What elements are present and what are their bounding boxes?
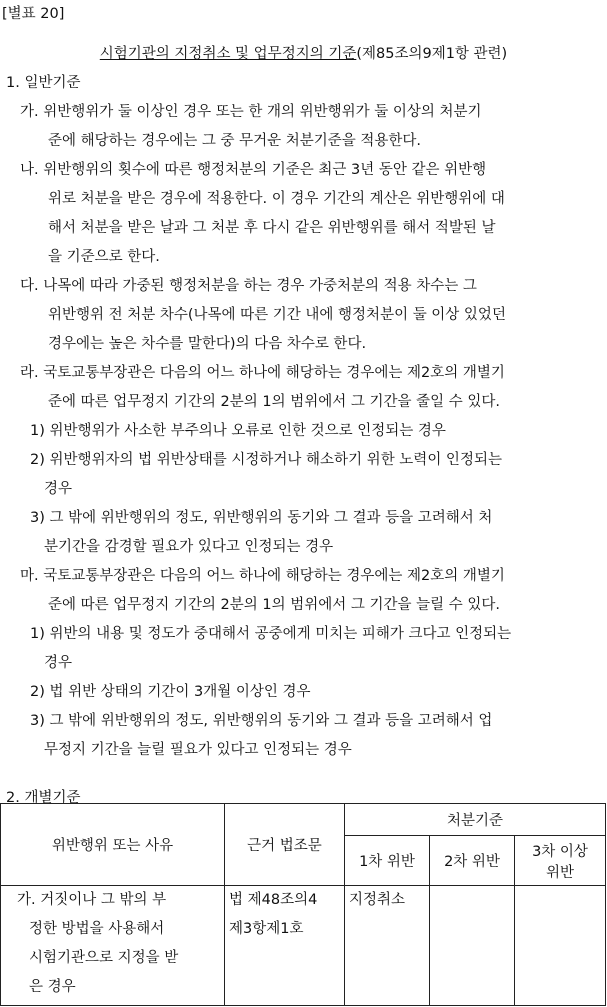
header-1st-violation: 1차 위반 [345, 836, 430, 886]
item-ma-line2: 준에 따른 업무정지 기간의 2분의 1의 범위에서 그 기간을 늘릴 수 있다. [48, 597, 500, 613]
item-ma-1-line1: 1) 위반의 내용 및 정도가 중대해서 공중에게 미치는 피해가 크다고 인정되는 [30, 626, 512, 642]
section-heading-individual: 2. 개별기준 [6, 790, 81, 806]
violation-line: 시험기관으로 지정을 받 [29, 950, 179, 966]
item-na-line3: 해서 처분을 받은 날과 그 처분 후 다시 같은 위반행위를 해서 적발된 날 [48, 220, 496, 236]
basis-line: 제3항제1호 [229, 921, 304, 937]
item-da-line1: 다. 나목에 따라 가중된 행정처분을 하는 경우 가중처분의 적용 차수는 그 [20, 278, 477, 294]
cell-basis-text [225, 886, 344, 944]
cell-1st-text: 지정취소 [349, 892, 406, 908]
item-na-line2: 위로 처분을 받은 경우에 적용한다. 이 경우 기간의 계산은 위반행위에 대 [48, 191, 505, 207]
violation-line: 가. 거짓이나 그 밖의 부 [17, 892, 167, 908]
criteria-table [0, 803, 606, 1006]
header-2nd-violation: 2차 위반 [430, 836, 515, 886]
item-ra-2-line2: 경우 [44, 481, 73, 497]
item-da-line3: 경우에는 높은 차수를 말한다)의 다음 차수로 한다. [48, 336, 367, 352]
table-row [1, 886, 606, 1006]
violation-line: 정한 방법을 사용해서 [29, 921, 165, 937]
header-3rd-violation [515, 836, 606, 886]
item-ma-2-line1: 2) 법 위반 상태의 기간이 3개월 이상인 경우 [30, 684, 311, 700]
header-criteria: 처분기준 [345, 804, 606, 836]
item-ra-3-line2: 분기간을 감경할 필요가 있다고 인정되는 경우 [44, 539, 334, 555]
item-ra-2-line1: 2) 위반행위자의 법 위반상태를 시정하거나 해소하기 위한 노력이 인정되는 [30, 452, 502, 468]
cell-basis [225, 886, 345, 1006]
header-3rd-line2: 위반 [546, 864, 575, 881]
page-title [0, 42, 607, 63]
basis-line: 법 제48조의4 [229, 892, 318, 908]
item-ra-1-line1: 1) 위반행위가 사소한 부주의나 오류로 인한 것으로 인정되는 경우 [30, 423, 446, 439]
item-ra-3-line1: 3) 그 밖에 위반행위의 정도, 위반행위의 동기와 그 결과 등을 고려해서 처 [30, 510, 493, 526]
cell-violation [1, 886, 225, 1006]
item-ra-line2: 준에 따른 업무정지 기간의 2분의 1의 범위에서 그 기간을 줄일 수 있다. [48, 394, 500, 410]
violation-line: 은 경우 [29, 979, 76, 995]
item-ga-line2: 준에 해당하는 경우에는 그 중 무거운 처분기준을 적용한다. [48, 133, 422, 149]
cell-2nd [430, 886, 515, 1006]
title-reference: (제85조의9제1항 관련) [356, 46, 508, 62]
cell-1st [345, 886, 430, 1006]
item-ma-3-line1: 3) 그 밖에 위반행위의 정도, 위반행위의 동기와 그 결과 등을 고려해서 업 [30, 713, 493, 729]
header-basis: 근거 법조문 [225, 804, 345, 886]
item-na-line4: 을 기준으로 한다. [48, 249, 160, 265]
item-ra-line1: 라. 국토교통부장관은 다음의 어느 하나에 해당하는 경우에는 제2호의 개별기 [20, 365, 505, 381]
item-ma-3-line2: 무정지 기간을 늘릴 필요가 있다고 인정되는 경우 [44, 742, 352, 758]
section-heading-general: 1. 일반기준 [6, 75, 81, 91]
cell-3rd [515, 886, 606, 1006]
item-ma-1-line2: 경우 [44, 655, 73, 671]
item-ma-line1: 마. 국토교통부장관은 다음의 어느 하나에 해당하는 경우에는 제2호의 개별기 [20, 568, 505, 584]
item-da-line2: 위반행위 전 처분 차수(나목에 따른 기간 내에 행정처분이 둘 이상 있었던 [48, 307, 506, 323]
title-main: 시험기관의 지정취소 및 업무정지의 기준 [99, 46, 357, 62]
header-violation: 위반행위 또는 사유 [1, 804, 225, 886]
header-3rd-line1: 3차 이상 [532, 843, 588, 860]
item-ga-line1: 가. 위반행위가 둘 이상인 경우 또는 한 개의 위반행위가 둘 이상의 처분기 [20, 104, 482, 120]
table-header-row-1 [1, 804, 606, 836]
annex-tag: [별표 20] [2, 6, 65, 22]
item-na-line1: 나. 위반행위의 횟수에 따른 행정처분의 기준은 최근 3년 동안 같은 위반행 [20, 162, 487, 178]
cell-violation-text [1, 886, 224, 1002]
